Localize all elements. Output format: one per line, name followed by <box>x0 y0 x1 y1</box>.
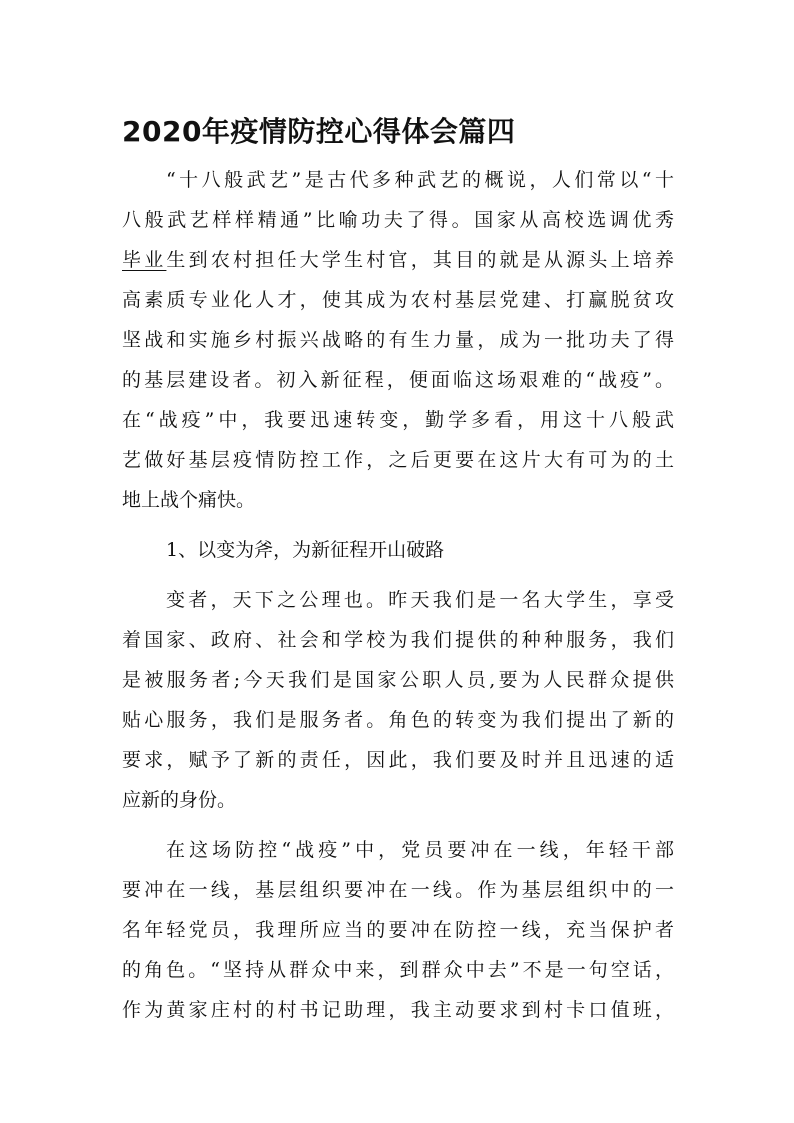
text-line: 的基层建设者。初入新征程，便面临这场艰难的“战疫”。 <box>122 369 674 391</box>
text-line: 贴心服务，我们是服务者。角色的转变为我们提出了新的 <box>122 709 674 731</box>
text-line: 八般武艺样样精通”比喻功夫了得。国家从高校选调优秀 <box>122 209 674 231</box>
text-line: 应新的身份。 <box>122 789 237 811</box>
text-line: 要求，赋予了新的责任，因此，我们要及时并且迅速的适 <box>122 749 674 771</box>
text-line: 变者，天下之公理也。昨天我们是一名大学生，享受 <box>166 589 674 611</box>
text-line: 的角色。“坚持从群众中来，到群众中去”不是一句空话， <box>122 959 674 981</box>
document-title: 2020年疫情防控心得体会篇四 <box>122 115 516 148</box>
section-heading: 1、以变为斧，为新征程开山破路 <box>166 539 445 561</box>
text-line: 名年轻党员，我理所应当的要冲在防控一线，充当保护者 <box>122 919 674 941</box>
text-line: 高素质专业化人才，使其成为农村基层党建、打赢脱贫攻 <box>122 289 674 311</box>
text-line-rest: 生到农村担任大学生村官，其目的就是从源头上培养 <box>166 249 674 271</box>
underlined-word: 毕业 <box>122 249 167 271</box>
text-line: 艺做好基层疫情防控工作，之后更要在这片大有可为的土 <box>122 449 674 471</box>
text-line: “十八般武艺”是古代多种武艺的概说，人们常以“十 <box>166 169 674 191</box>
text-line: 坚战和实施乡村振兴战略的有生力量，成为一批功夫了得 <box>122 329 674 351</box>
text-line: 要冲在一线，基层组织要冲在一线。作为基层组织中的一 <box>122 879 674 901</box>
text-line: 地上战个痛快。 <box>122 489 256 511</box>
text-line: 作为黄家庄村的村书记助理，我主动要求到村卡口值班， <box>122 999 674 1021</box>
text-line: 是被服务者;今天我们是国家公职人员,要为人民群众提供 <box>122 669 674 691</box>
text-line: 着国家、政府、社会和学校为我们提供的种种服务，我们 <box>122 629 674 651</box>
text-line: 在“战疫”中，我要迅速转变，勤学多看，用这十八般武 <box>122 409 674 431</box>
text-line: 在这场防控“战疫”中，党员要冲在一线，年轻干部 <box>166 839 674 861</box>
text-line <box>122 240 674 280</box>
